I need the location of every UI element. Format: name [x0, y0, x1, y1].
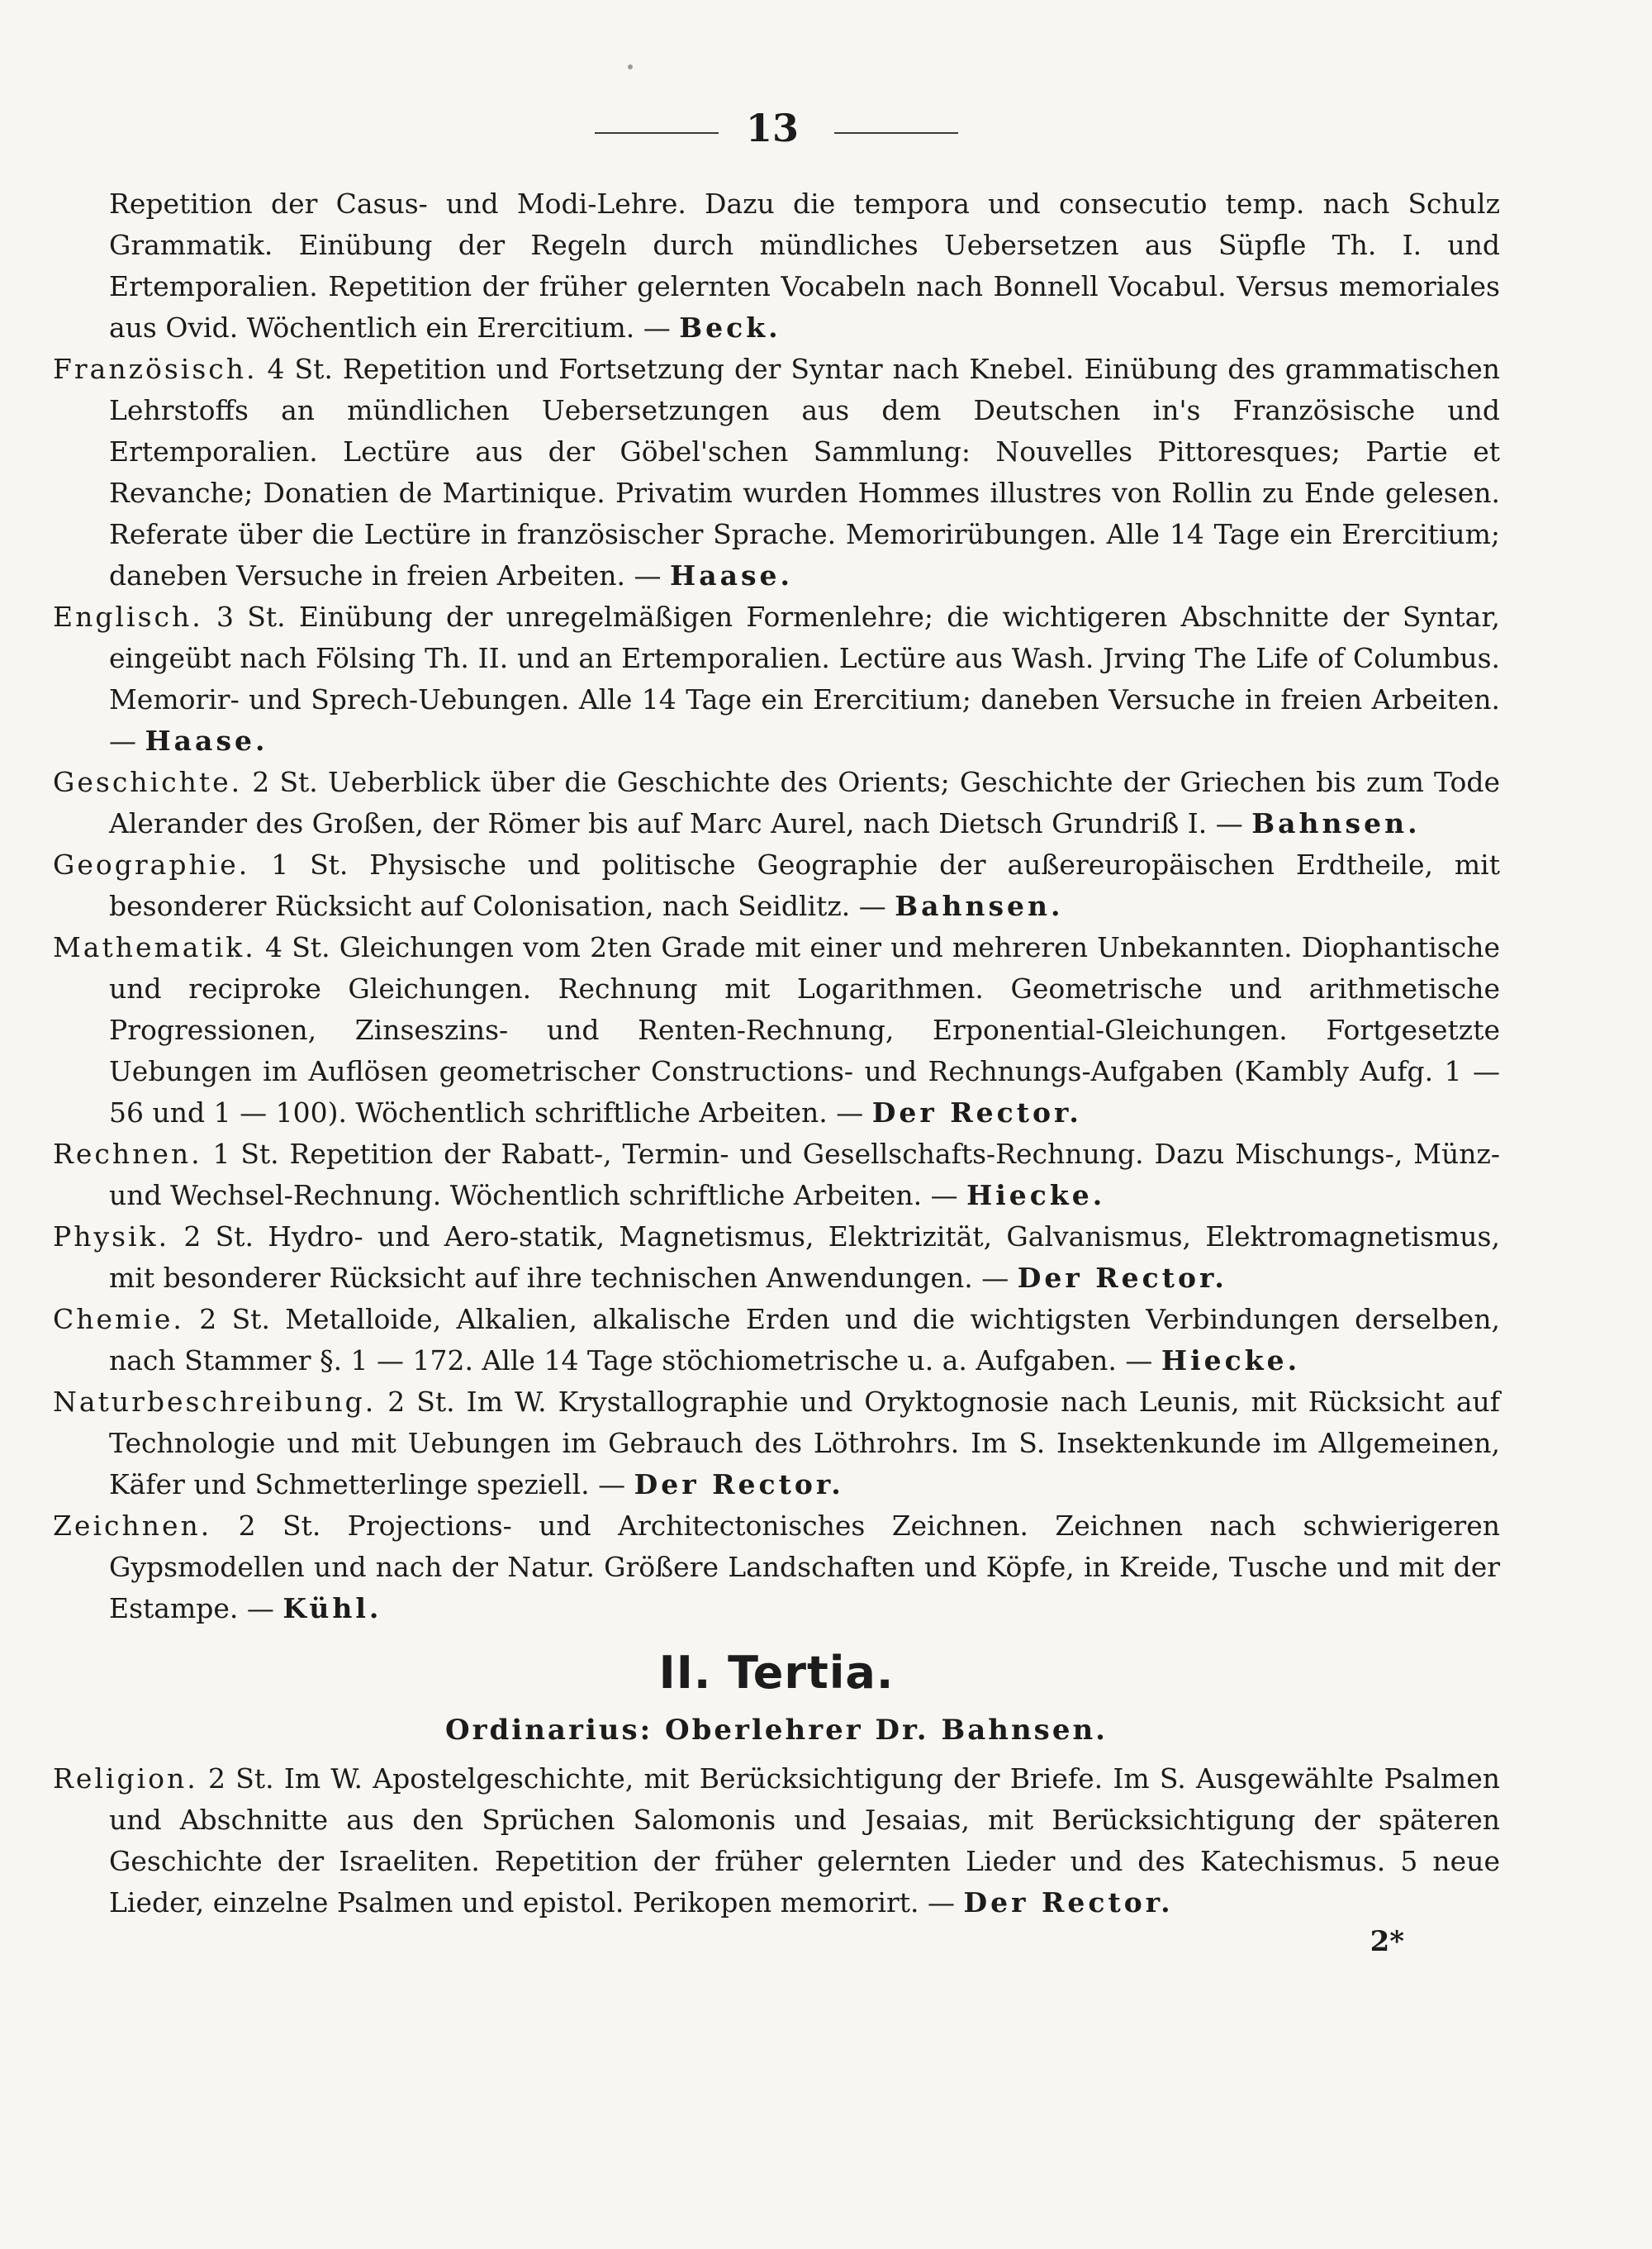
- entry-french: [53, 349, 1500, 597]
- entry-chemistry: [53, 1299, 1500, 1381]
- religion-subject: Religion.: [53, 1762, 198, 1795]
- arithmetic-subject: Rechnen.: [53, 1138, 202, 1170]
- chemistry-text: 2 St. Metalloide, Alkalien, alkalische Erden und die wichtigsten Verbindungen derselben, nach Stammer §. 1 — 172. Alle 14 Tage stöchiometrische u. a. Aufgaben. —: [109, 1303, 1500, 1377]
- history-author: Bahnsen.: [1251, 807, 1421, 839]
- arithmetic-text: 1 St. Repetition der Rabatt-, Termin- und Gesellschafts-Rechnung. Dazu Mischungs-, Münz- und Wechsel-Rechnung. Wöchentlich schriftliche Arbeiten. —: [109, 1138, 1500, 1211]
- english-text: 3 St. Einübung der unregelmäßigen Formenlehre; die wichtigeren Abschnitte der Syntar, eingeübt nach Fölsing Th. II. und an Ertemporalien. Lectüre aus Wash. Jrving The Life of Columbus. Memorir- und Sprech-Uebungen. Alle 14 Tage ein Erercitium; daneben Versuche in freien Arbeiten. —: [109, 601, 1500, 757]
- chemistry-subject: Chemie.: [53, 1303, 184, 1335]
- drawing-text: 2 St. Projections- und Architectonisches Zeichnen. Zeichnen nach schwierigeren Gypsmodellen und nach der Natur. Größere Landschaften und Köpfe, in Kreide, Tusche und mit der Estampe. —: [109, 1510, 1500, 1624]
- entry-english: [53, 597, 1500, 762]
- religion-text: 2 St. Im W. Apostelgeschichte, mit Berücksichtigung der Briefe. Im S. Ausgewählte Psalmen und Abschnitte aus den Sprüchen Salomonis und Jesaias, mit Berücksichtigung der späteren Geschichte der Israeliten. Repetition der früher gelernten Lieder und des Katechismus. 5 neue Lieder, einzelne Psalmen und epistol. Perikopen memorirt. —: [109, 1762, 1500, 1919]
- natural-history-text: 2 St. Im W. Krystallographie und Oryktognosie nach Leunis, mit Rücksicht auf Technologie und mit Uebungen im Gebrauch des Löthrohrs. Im S. Insektenkunde im Allgemeinen, Käfer und Schmetterlinge speziell. —: [109, 1386, 1501, 1500]
- entry-religion: [53, 1758, 1500, 1923]
- physics-author: Der Rector.: [1017, 1262, 1227, 1294]
- physics-text: 2 St. Hydro- und Aero-statik, Magnetismus, Elektrizität, Galvanismus, Elektromagnetismus, mit besonderer Rücksicht auf ihre technischen Anwendungen. —: [109, 1220, 1500, 1294]
- geography-text: 1 St. Physische und politische Geographie der außereuropäischen Erdtheile, mit besonderer Rücksicht auf Colonisation, nach Seidlitz. —: [109, 849, 1500, 922]
- page-number: 13: [745, 106, 799, 150]
- entry-natural-history: [53, 1381, 1500, 1505]
- drawing-subject: Zeichnen.: [53, 1510, 212, 1542]
- section-title: II. Tertia.: [658, 1647, 895, 1699]
- latin-continuation: [53, 183, 1500, 349]
- english-subject: Englisch.: [53, 601, 203, 633]
- entry-drawing: [53, 1505, 1500, 1629]
- french-author: Haase.: [670, 559, 794, 592]
- latin-author: Beck.: [679, 311, 781, 344]
- geography-author: Bahnsen.: [895, 890, 1064, 922]
- drawing-author: Kühl.: [282, 1592, 382, 1624]
- latin-continuation-text: Repetition der Casus- und Modi-Lehre. Dazu die tempora und consecutio temp. nach Schulz Grammatik. Einübung der Regeln durch mündliches Uebersetzen aus Süpfle Th. I. und Ertemporalien. Repetition der früher gelernten Vocabeln nach Bonnell Vocabul. Versus memoriales aus Ovid. Wöchentlich ein Erercitium. —: [109, 188, 1500, 344]
- section-ordinarius: Ordinarius: Oberlehrer Dr. Bahnsen.: [444, 1714, 1108, 1747]
- chemistry-author: Hiecke.: [1161, 1344, 1301, 1377]
- entry-geography: [53, 844, 1500, 927]
- english-author: Haase.: [145, 725, 268, 757]
- arithmetic-author: Hiecke.: [966, 1179, 1106, 1211]
- mathematics-author: Der Rector.: [871, 1096, 1082, 1129]
- entry-history: [53, 762, 1500, 844]
- mathematics-text: 4 St. Gleichungen vom 2ten Grade mit einer und mehreren Unbekannten. Diophantische und reciproke Gleichungen. Rechnung mit Logarithmen. Geometrische und arithmetische Progressionen, Zinseszins- und Renten-Rechnung, Erponential-Gleichungen. Fortgesetzte Uebungen im Auflösen geometrischer Constructions- und Rechnungs-Aufgaben (Kambly Aufg. 1 — 56 und 1 — 100). Wöchentlich schriftliche Arbeiten. —: [109, 931, 1500, 1129]
- entry-physics: [53, 1216, 1500, 1299]
- mathematics-subject: Mathematik.: [53, 931, 256, 963]
- natural-history-subject: Naturbeschreibung.: [53, 1386, 377, 1418]
- physics-subject: Physik.: [53, 1220, 170, 1253]
- french-text: 4 St. Repetition und Fortsetzung der Syntar nach Knebel. Einübung des grammatischen Lehrstoffs an mündlichen Uebersetzungen aus dem Deutschen in's Französische und Ertemporalien. Lectüre aus der Göbel'schen Sammlung: Nouvelles Pittoresques; Partie et Revanche; Donatien de Martinique. Privatim wurden Hommes illustres von Rollin zu Ende gelesen. Referate über die Lectüre in französischer Sprache. Memorirübungen. Alle 14 Tage ein Erercitium; daneben Versuche in freien Arbeiten. —: [109, 353, 1500, 592]
- history-text: 2 St. Ueberblick über die Geschichte des Orients; Geschichte der Griechen bis zum Tode Alerander des Großen, der Römer bis auf Marc Aurel, nach Dietsch Grundriß I. —: [109, 766, 1500, 839]
- religion-author: Der Rector.: [963, 1886, 1174, 1919]
- paper-speck: [628, 64, 633, 69]
- entry-mathematics: [53, 927, 1500, 1134]
- header-rule-left: [595, 132, 719, 134]
- page-header: [0, 106, 1652, 155]
- footer-signature: 2*: [1370, 1925, 1404, 1958]
- page-content: [53, 183, 1500, 1923]
- history-subject: Geschichte.: [53, 766, 243, 798]
- geography-subject: Geographie.: [53, 849, 250, 881]
- header-rule-right: [834, 132, 958, 134]
- natural-history-author: Der Rector.: [634, 1468, 844, 1500]
- entry-arithmetic: [53, 1134, 1500, 1216]
- french-subject: Französisch.: [53, 353, 258, 385]
